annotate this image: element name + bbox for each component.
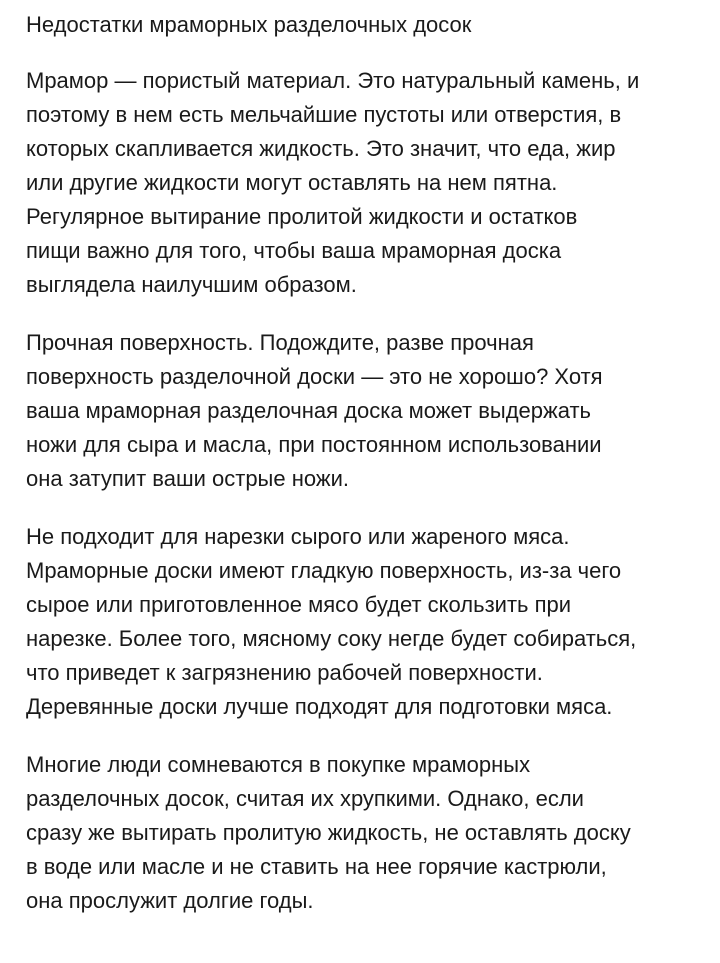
paragraph-hard-surface: Прочная поверхность. Подождите, разве прочная поверхность разделочной доски — это не хорошо? Хотя ваша мраморная разделочная доска может выдержать ножи для сыра и масла, при постоянном использовании она затупит ваши острые ножи. [26,330,603,491]
paragraph-durability: Многие люди сомневаются в покупке мраморных разделочных досок, считая их хрупкими. Однако, если сразу же вытирать пролитую жидкость, не оставлять доску в воде или масле и не ставить на нее горячие кастрюли, она прослужит долгие годы. [26,752,631,913]
paragraph-porous: Мрамор — пористый материал. Это натуральный камень, и поэтому в нем есть мельчайшие пустоты или отверстия, в которых скапливается жидкость. Это значит, что еда, жир или другие жидкости могут оставлять на нем пятна. Регулярное вытирание пролитой жидкости и остатков пищи важно для того, чтобы ваша мраморная доска выглядела наилучшим образом. [26,68,640,297]
paragraph-meat: Не подходит для нарезки сырого или жареного мяса. Мраморные доски имеют гладкую поверхность, из-за чего сырое или приготовленное мясо будет скользить при нарезке. Более того, мясному соку негде будет собираться, что приведет к загрязнению рабочей поверхности. Деревянные доски лучше подходят для подготовки мяса. [26,524,637,719]
article-title: Недостатки мраморных разделочных досок [26,12,472,37]
